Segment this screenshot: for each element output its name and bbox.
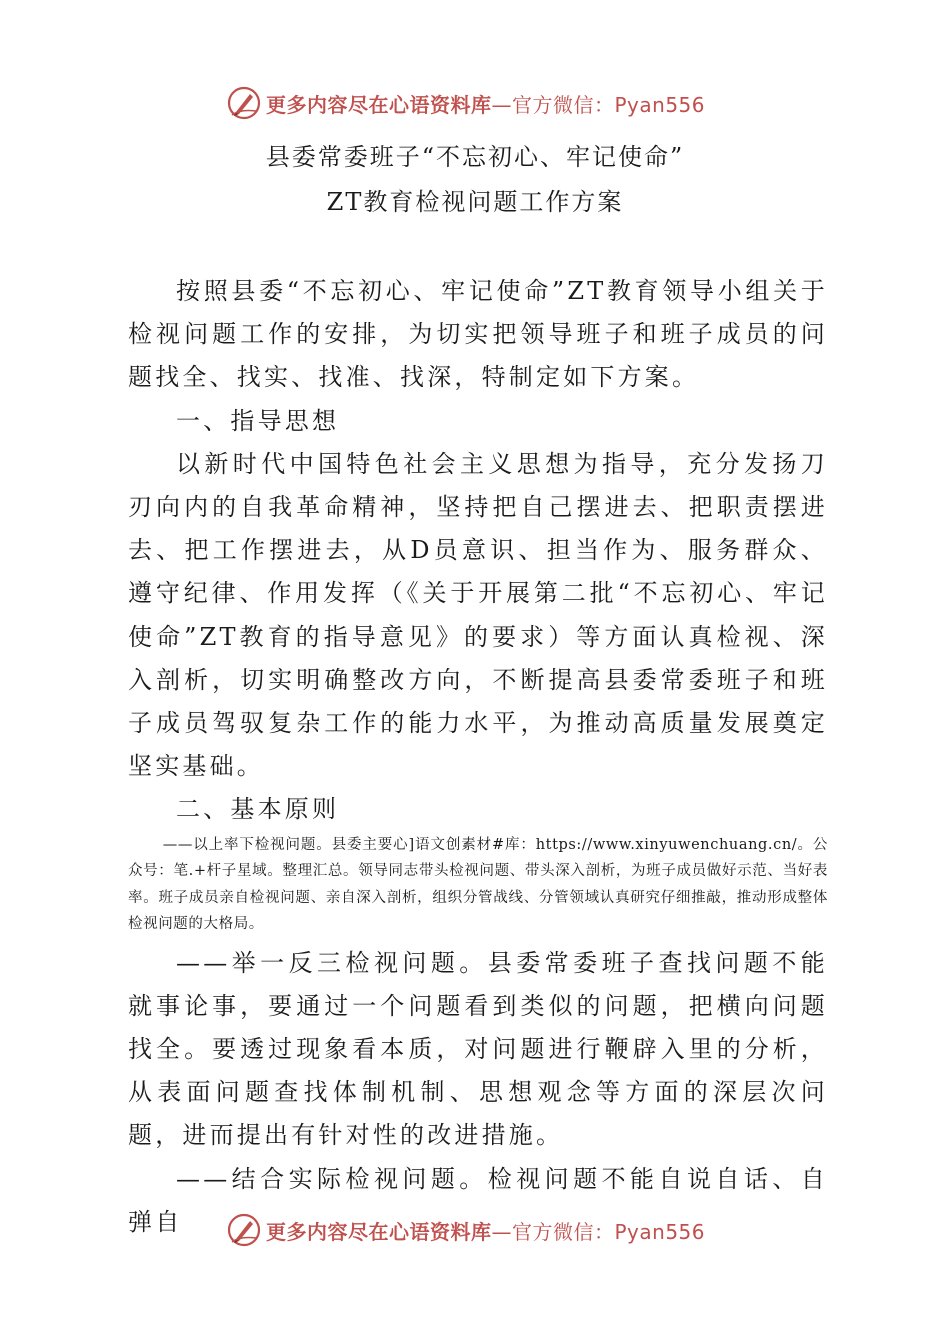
doc-body [128, 270, 828, 1244]
pen-logo-icon [226, 85, 262, 121]
principle-paragraph-2: ——举一反三检视问题。县委常委班子查找问题不能就事论事，要通过一个问题看到类似的问题，把横向问题找全。要透过现象看本质，对问题进行鞭辟入里的分析，从表面问题查找体制机制、思想观念等方面的深层次问题，进而提出有针对性的改进措施。 [128, 948, 828, 1150]
principle-note-paragraph: ——以上率下检视问题。县委主要心]语文创素材#库：https://www.xinyuwenchuang.cn/。公众号：笔.+杆子星域。整理汇总。领导同志带头检视问题、带头深入剖析，为班子成员做好示范、当好表率。班子成员亲自检视问题、亲自深入剖析，组织分管战线、分管领域认真研究仔细推敲，推动形成整体检视问题的大格局。 [128, 836, 828, 933]
section-heading-1: 一、指导思想 [176, 406, 340, 435]
banner-tail-text: —官方微信：Pyan556 [491, 1219, 706, 1244]
banner-tail-text: —官方微信：Pyan556 [491, 92, 706, 117]
section-heading-2: 二、基本原则 [176, 795, 340, 824]
banner-main-text: 更多内容尽在心语资料库 [266, 1219, 492, 1244]
header-banner [226, 83, 726, 123]
banner-text [266, 1216, 705, 1245]
intro-paragraph: 按照县委“不忘初心、牢记使命”ZT教育领导小组关于检视问题工作的安排，为切实把领导班子和班子成员的问题找全、找实、找准、找深，特制定如下方案。 [128, 277, 828, 392]
guiding-thought-paragraph: 以新时代中国特色社会主义思想为指导，充分发扬刀刃向内的自我革命精神，坚持把自己摆进去、把职责摆进去、把工作摆进去，从D员意识、担当作为、服务群众、遵守纪律、作用发挥（《关于开展第二批“不忘初心、牢记使命”ZT教育的指导意见》的要求）等方面认真检视、深入剖析，切实明确整改方向，不断提高县委常委班子和班子成员驾驭复杂工作的能力水平，为推动高质量发展奠定坚实基础。 [128, 449, 828, 781]
principle-paragraph-3: ——结合实际检视问题。检视问题不能自说自话、自弹自 [128, 1164, 828, 1236]
pen-logo-icon [226, 1212, 262, 1248]
footer-banner [226, 1210, 726, 1250]
doc-title-line2: ZT教育检视问题工作方案 [326, 188, 624, 216]
banner-main-text: 更多内容尽在心语资料库 [266, 92, 492, 117]
doc-title-line1: 县委常委班子“不忘初心、牢记使命” [265, 143, 685, 171]
banner-text [266, 89, 705, 118]
